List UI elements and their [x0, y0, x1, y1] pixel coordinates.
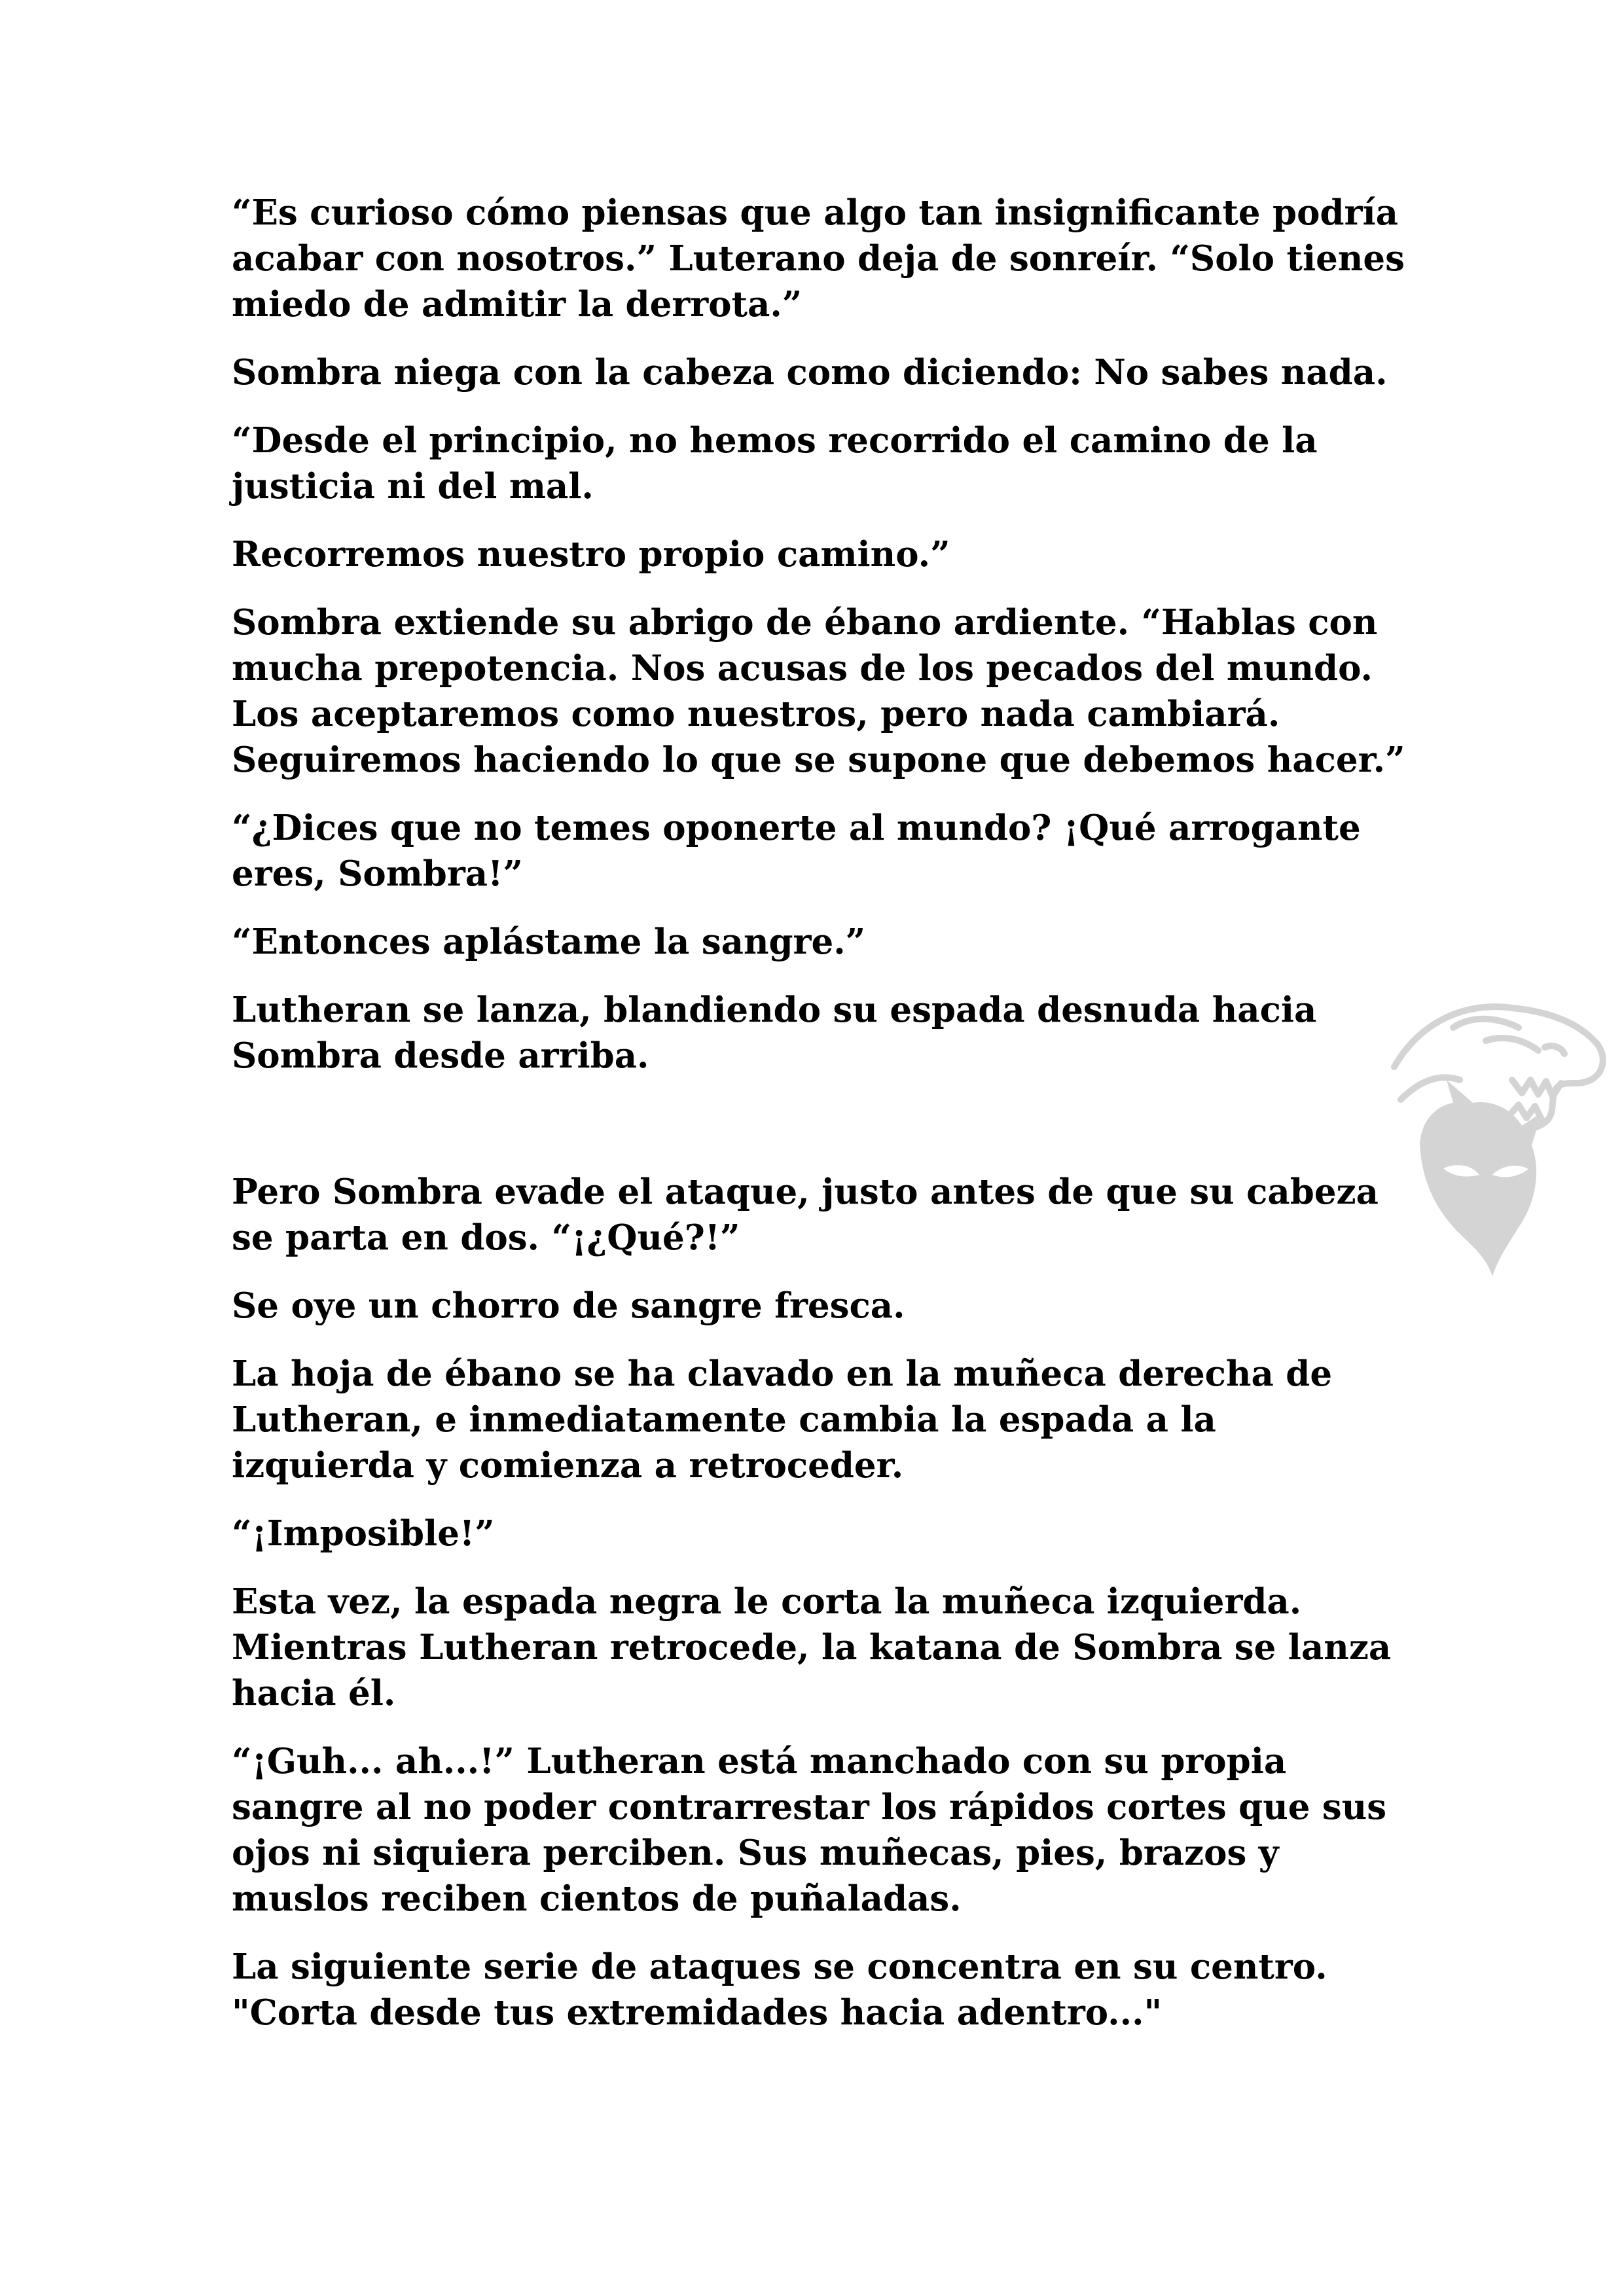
dinosaur-and-masked-head-logo-icon: [1381, 982, 1610, 1289]
paragraph: “¿Dices que no temes oponerte al mundo? ¡Qué arrogante eres, Sombra!”: [232, 808, 1361, 894]
paragraph: Sombra extiende su abrigo de ébano ardiente. “Hablas con mucha prepotencia. Nos acusas de los pecados del mundo. Los aceptaremos como nuestros, pero nada cambiará. Seguiremos haciendo lo que se supone que debemos hacer.”: [232, 602, 1405, 780]
scene-break: [232, 1101, 1410, 1169]
paragraph: “Desde el principio, no hemos recorrido el camino de la justicia ni del mal.: [232, 420, 1318, 507]
story-text: [232, 190, 1410, 2058]
paragraph: Recorremos nuestro propio camino.”: [232, 534, 950, 575]
paragraph: “¡Guh... ah...!” Lutheran está manchado con su propia sangre al no poder contrarrestar los rápidos cortes que sus ojos ni siquiera perciben. Sus muñecas, pies, brazos y muslos reciben cientos de puñaladas.: [232, 1741, 1387, 1919]
paragraph: La hoja de ébano se ha clavado en la muñeca derecha de Lutheran, e inmediatamente cambia la espada a la izquierda y comienza a retroceder.: [232, 1354, 1333, 1486]
paragraph: La siguiente serie de ataques se concentra en su centro. "Corta desde tus extremidades hacia adentro...": [232, 1946, 1327, 2033]
paragraph: Esta vez, la espada negra le corta la muñeca izquierda. Mientras Lutheran retrocede, la katana de Sombra se lanza hacia él.: [232, 1581, 1392, 1713]
paragraph: Pero Sombra evade el ataque, justo antes de que su cabeza se parta en dos. “¡¿Qué?!”: [232, 1172, 1379, 1258]
paragraph: Lutheran se lanza, blandiendo su espada desnuda hacia Sombra desde arriba.: [232, 990, 1317, 1076]
paragraph: Sombra niega con la cabeza como diciendo: No sabes nada.: [232, 352, 1388, 393]
paragraph: “Entonces aplástame la sangre.”: [232, 922, 866, 962]
paragraph: “Es curioso cómo piensas que algo tan insignificante podría acabar con nosotros.” Luterano deja de sonreír. “Solo tienes miedo de admitir la derrota.”: [232, 192, 1405, 325]
paragraph: “¡Imposible!”: [232, 1513, 495, 1554]
paragraph: Se oye un chorro de sangre fresca.: [232, 1285, 905, 1326]
